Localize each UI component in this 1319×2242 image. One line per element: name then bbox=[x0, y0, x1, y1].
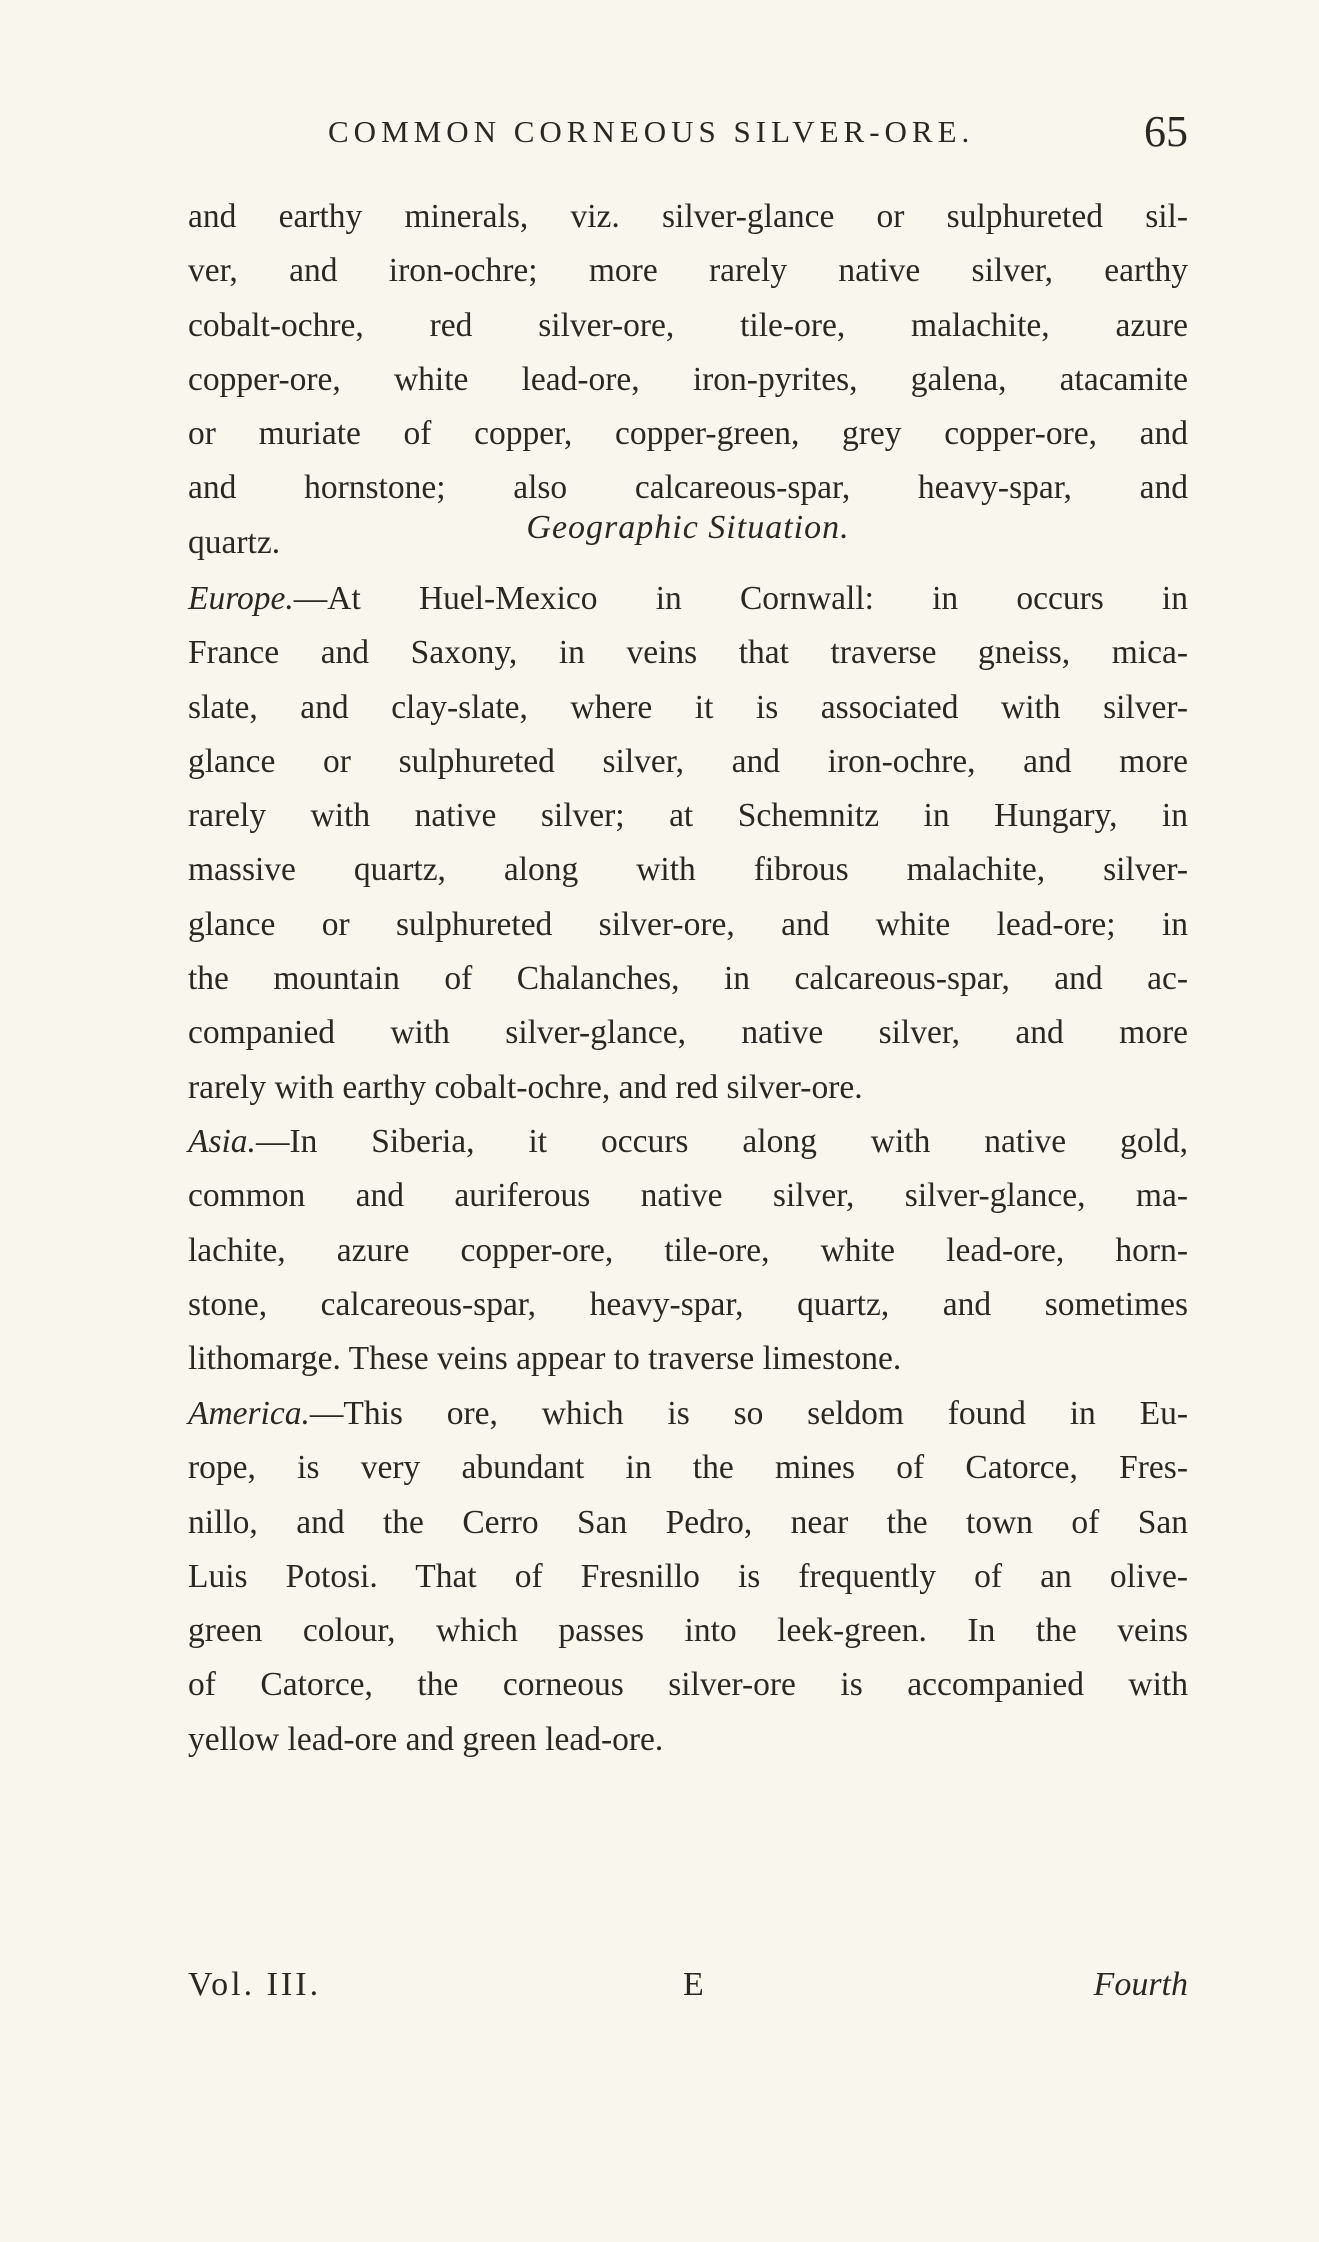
america-paragraph bbox=[188, 1387, 1188, 1767]
text-line bbox=[188, 572, 1188, 626]
catchword: Fourth bbox=[1093, 1966, 1188, 2003]
text-line: nillo, and the Cerro San Pedro, near the town of San bbox=[188, 1503, 1188, 1541]
region-lead: Asia. bbox=[188, 1123, 256, 1160]
region-lead: Europe. bbox=[188, 580, 294, 617]
text-line: or muriate of copper, copper-green, grey copper-ore, and bbox=[188, 415, 1188, 453]
text-line bbox=[188, 1115, 1188, 1169]
text-line: glance or sulphureted silver, and iron-ochre, and more bbox=[188, 742, 1188, 780]
text-line bbox=[188, 1387, 1188, 1441]
text-line: rarely with earthy cobalt-ochre, and red silver-ore. bbox=[188, 1068, 863, 1106]
text-line: rope, is very abundant in the mines of Catorce, Fres- bbox=[188, 1449, 1188, 1487]
running-head bbox=[188, 108, 1188, 168]
text-line: cobalt-ochre, red silver-ore, tile-ore, malachite, azure bbox=[188, 306, 1188, 344]
page-number: 65 bbox=[1144, 107, 1188, 156]
text-line: rarely with native silver; at Schemnitz in Hungary, in bbox=[188, 797, 1188, 835]
text-run: —This ore, which is so seldom found in Eu- bbox=[309, 1395, 1188, 1432]
text-line: copper-ore, white lead-ore, iron-pyrites, galena, atacamite bbox=[188, 360, 1188, 398]
page-footer bbox=[188, 1966, 1188, 2026]
text-line: ver, and iron-ochre; more rarely native silver, earthy bbox=[188, 252, 1188, 290]
text-line: lithomarge. These veins appear to traverse limestone. bbox=[188, 1340, 902, 1378]
text-line: of Catorce, the corneous silver-ore is accompanied with bbox=[188, 1666, 1188, 1704]
text-line: quartz. bbox=[188, 523, 281, 561]
text-run: —At Huel-Mexico in Cornwall: in occurs in bbox=[293, 580, 1188, 617]
text-line: massive quartz, along with fibrous malachite, silver- bbox=[188, 851, 1188, 889]
section-heading: Geographic Situation. bbox=[526, 509, 850, 546]
region-lead: America. bbox=[188, 1395, 310, 1432]
text-line: France and Saxony, in veins that traverse gneiss, mica- bbox=[188, 634, 1188, 672]
text-line: stone, calcareous-spar, heavy-spar, quartz, and sometimes bbox=[188, 1285, 1188, 1323]
text-line: Luis Potosi. That of Fresnillo is frequently of an olive- bbox=[188, 1557, 1188, 1595]
text-line: glance or sulphureted silver-ore, and white lead-ore; in bbox=[188, 905, 1188, 943]
text-line: the mountain of Chalanches, in calcareous-spar, and ac- bbox=[188, 960, 1188, 998]
europe-paragraph bbox=[188, 572, 1188, 1115]
volume-label: Vol. III. bbox=[188, 1966, 322, 2003]
asia-paragraph bbox=[188, 1115, 1188, 1386]
signature-mark: E bbox=[683, 1966, 704, 2003]
text-run: —In Siberia, it occurs along with native gold, bbox=[255, 1123, 1188, 1160]
text-line: green colour, which passes into leek-green. In the veins bbox=[188, 1612, 1188, 1650]
running-title: COMMON CORNEOUS SILVER-ORE. bbox=[328, 114, 975, 149]
text-line: and hornstone; also calcareous-spar, heavy-spar, and bbox=[188, 469, 1188, 507]
text-line: slate, and clay-slate, where it is associated with silver- bbox=[188, 688, 1188, 726]
text-line: yellow lead-ore and green lead-ore. bbox=[188, 1720, 664, 1758]
text-line: common and auriferous native silver, silver-glance, ma- bbox=[188, 1177, 1188, 1215]
text-line: lachite, azure copper-ore, tile-ore, white lead-ore, horn- bbox=[188, 1231, 1188, 1269]
text-line: and earthy minerals, viz. silver-glance or sulphureted sil- bbox=[188, 198, 1188, 235]
text-line: companied with silver-glance, native silver, and more bbox=[188, 1014, 1188, 1052]
